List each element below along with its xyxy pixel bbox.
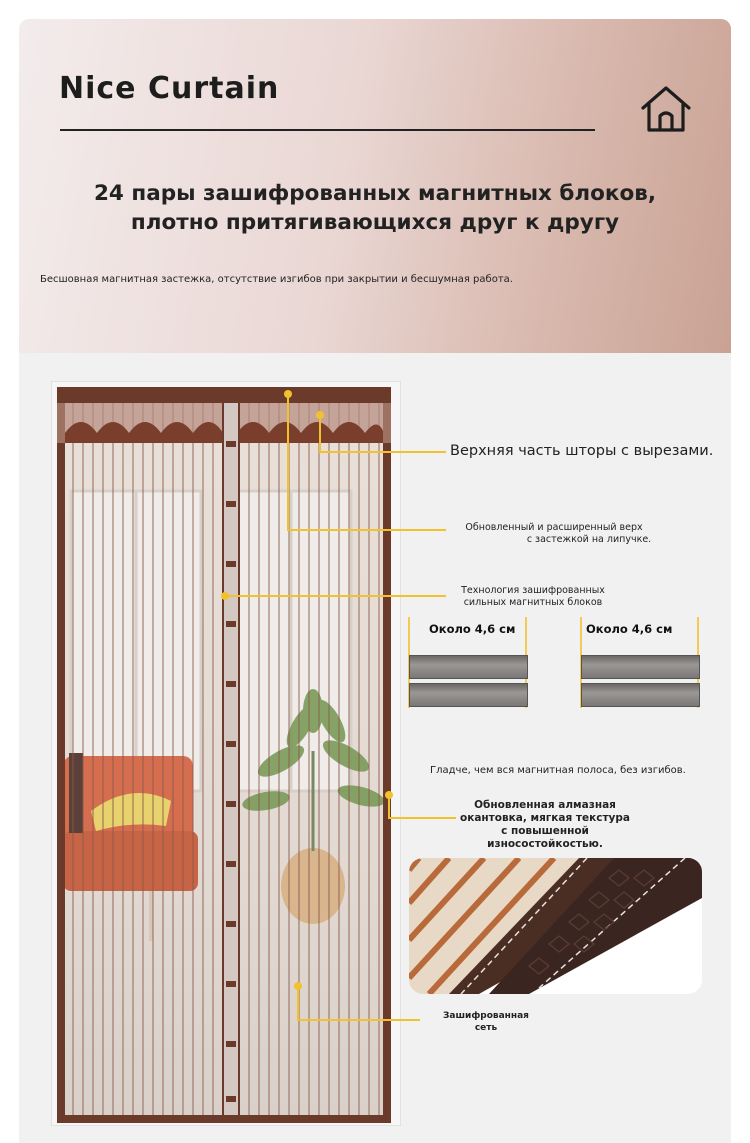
velcro-label-line-2: с застежкой на липучке. [526, 534, 652, 545]
size-label-left: Около 4,6 см [429, 622, 516, 636]
magnet-tech-line-1: Технология зашифрованных [461, 585, 605, 596]
subline: Бесшовная магнитная застежка, отсутствие изгибов при закрытии и бесшумная работа. [40, 274, 513, 285]
brand-title: Nice Curtain [59, 71, 280, 106]
edge-label-line-1: Обновленная алмазная [474, 799, 616, 811]
velcro-label [449, 522, 659, 546]
edge-detail-image [409, 858, 702, 994]
headline [19, 179, 731, 237]
velcro-label-line-1: Обновленный и расширенный верх [465, 522, 643, 533]
mesh-label-line-1: Зашифрованная [443, 1011, 529, 1021]
headline-line-2: плотно притягивающихся друг к другу [130, 210, 620, 235]
magnet-block-left-top [409, 655, 528, 679]
headline-line-1: 24 пары зашифрованных магнитных блоков, [93, 181, 657, 206]
smooth-label: Гладче, чем вся магнитная полоса, без изгибов. [430, 765, 686, 776]
magnet-block-right-bottom [581, 683, 700, 707]
magnet-block-left-bottom [409, 683, 528, 707]
top-cutouts-label: Верхняя часть шторы с вырезами. [450, 443, 714, 459]
home-icon [639, 83, 693, 137]
edge-label [452, 799, 638, 851]
edge-label-line-4: износостойкостью. [487, 838, 603, 850]
brand-divider [60, 129, 595, 131]
magnet-tech-label [448, 585, 618, 609]
magnet-tech-line-2: сильных магнитных блоков [463, 597, 603, 608]
mesh-label-line-2: сеть [474, 1023, 498, 1033]
edge-label-line-3: с повышенной [501, 825, 589, 837]
curtain-image [51, 381, 401, 1126]
magnet-block-right-top [581, 655, 700, 679]
edge-label-line-2: окантовка, мягкая текстура [460, 812, 630, 824]
size-label-right: Около 4,6 см [586, 622, 673, 636]
mesh-label [436, 1010, 536, 1034]
hero-banner [19, 19, 731, 353]
